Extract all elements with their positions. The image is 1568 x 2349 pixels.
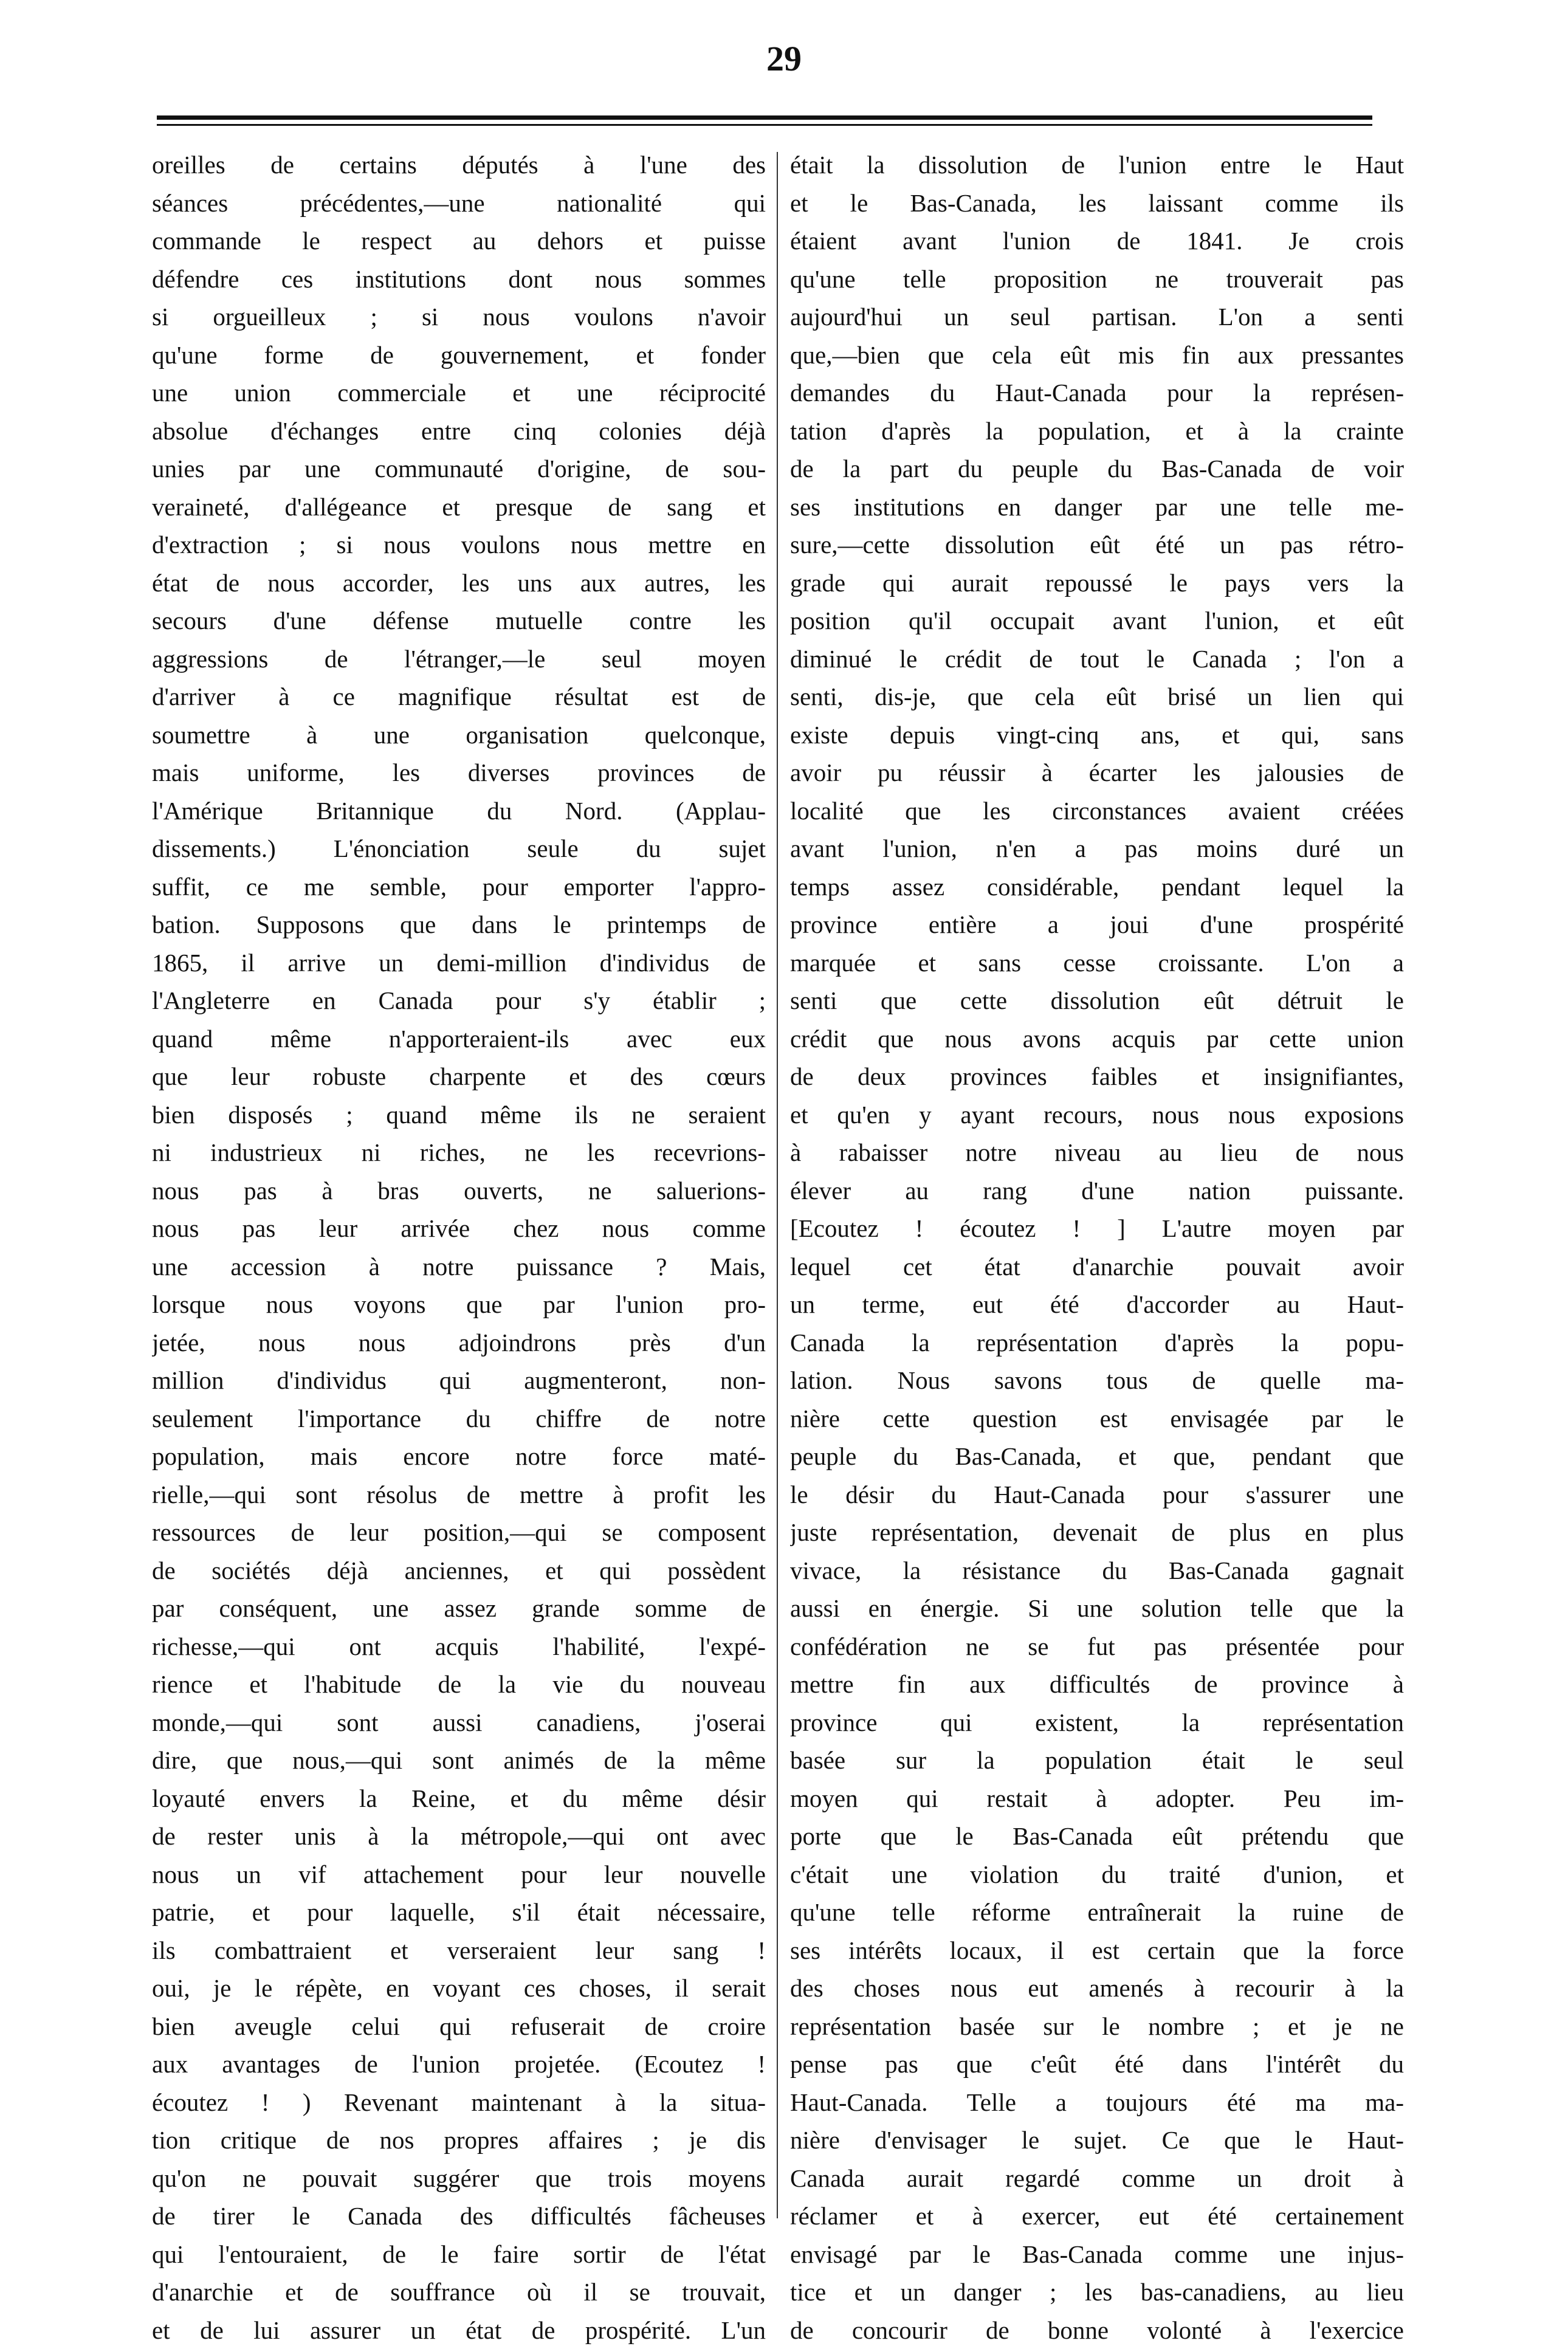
text-line: représentation basée sur le nombre ; et je ne: [790, 2007, 1404, 2046]
text-line: avoir pu réussir à écarter les jalousies de: [790, 754, 1404, 792]
text-line: demandes du Haut-Canada pour la représen-: [790, 374, 1404, 412]
text-line: [Ecoutez ! écoutez ! ] L'autre moyen par: [790, 1209, 1404, 1248]
text-line: bien aveugle celui qui refuserait de croire: [152, 2007, 766, 2046]
text-line: monde,—qui sont aussi canadiens, j'oserai: [152, 1704, 766, 1742]
text-line: avant l'union, n'en a pas moins duré un: [790, 830, 1404, 868]
text-line: sure,—cette dissolution eût été un pas rétro-: [790, 526, 1404, 564]
text-line: lorsque nous voyons que par l'union pro-: [152, 1285, 766, 1324]
text-line: vivace, la résistance du Bas-Canada gagnait: [790, 1552, 1404, 1590]
text-line: que leur robuste charpente et des cœurs: [152, 1058, 766, 1096]
text-line: porte que le Bas-Canada eût prétendu que: [790, 1817, 1404, 1855]
text-line: qui l'entouraient, de le faire sortir de l'état: [152, 2235, 766, 2274]
text-line: le désir du Haut-Canada pour s'assurer une: [790, 1476, 1404, 1514]
text-line: envisagé par le Bas-Canada comme une injus-: [790, 2235, 1404, 2274]
text-line: de rester unis à la métropole,—qui ont avec: [152, 1817, 766, 1855]
text-line: crédit que nous avons acquis par cette union: [790, 1020, 1404, 1058]
text-line: une union commerciale et une réciprocité: [152, 374, 766, 412]
text-line: de deux provinces faibles et insignifiantes,: [790, 1058, 1404, 1096]
header-rule: [157, 115, 1372, 120]
text-line: élever au rang d'une nation puissante.: [790, 1172, 1404, 1210]
text-line: que,—bien que cela eût mis fin aux pressantes: [790, 336, 1404, 374]
text-line: un terme, eut été d'accorder au Haut-: [790, 1285, 1404, 1324]
text-line: million d'individus qui augmenteront, non-: [152, 1361, 766, 1400]
text-line: c'était une violation du traité d'union, et: [790, 1855, 1404, 1894]
text-line: tion critique de nos propres affaires ; je dis: [152, 2121, 766, 2159]
text-line: une accession à notre puissance ? Mais,: [152, 1248, 766, 1286]
text-line: nière d'envisager le sujet. Ce que le Haut-: [790, 2121, 1404, 2159]
text-line: de concourir de bonne volonté à l'exercice: [790, 2311, 1404, 2349]
text-line: dire, que nous,—qui sont animés de la même: [152, 1741, 766, 1780]
text-line: aux avantages de l'union projetée. (Ecoutez !: [152, 2045, 766, 2083]
text-line: suffit, ce me semble, pour emporter l'appro-: [152, 868, 766, 906]
text-line: nous un vif attachement pour leur nouvelle: [152, 1855, 766, 1894]
text-line: bien disposés ; quand même ils ne seraient: [152, 1096, 766, 1134]
text-line: unies par une communauté d'origine, de sou-: [152, 450, 766, 488]
text-line: aggressions de l'étranger,—le seul moyen: [152, 640, 766, 678]
text-line: province entière a joui d'une prospérité: [790, 906, 1404, 944]
text-line: si orgueilleux ; si nous voulons n'avoir: [152, 298, 766, 336]
text-line: localité que les circonstances avaient créées: [790, 792, 1404, 830]
column-divider: [777, 152, 778, 2218]
text-line: nous pas à bras ouverts, ne saluerions-: [152, 1172, 766, 1210]
text-line: soumettre à une organisation quelconque,: [152, 716, 766, 754]
text-line: ils combattraient et verseraient leur sang !: [152, 1931, 766, 1970]
text-line: d'anarchie et de souffrance où il se trouvait,: [152, 2273, 766, 2311]
text-line: des choses nous eut amenés à recourir à la: [790, 1969, 1404, 2007]
text-line: Canada la représentation d'après la popu-: [790, 1324, 1404, 1362]
right-column: [790, 146, 1404, 2349]
text-line: peuple du Bas-Canada, et que, pendant que: [790, 1437, 1404, 1476]
text-line: d'arriver à ce magnifique résultat est de: [152, 678, 766, 716]
text-line: pense pas que c'eût été dans l'intérêt du: [790, 2045, 1404, 2083]
text-line: ni industrieux ni riches, ne les recevrions-: [152, 1133, 766, 1172]
text-line: aussi en énergie. Si une solution telle que la: [790, 1589, 1404, 1628]
text-line: dissements.) L'énonciation seule du sujet: [152, 830, 766, 868]
text-line: patrie, et pour laquelle, s'il était nécessaire,: [152, 1893, 766, 1931]
text-line: et le Bas-Canada, les laissant comme ils: [790, 184, 1404, 222]
text-line: l'Amérique Britannique du Nord. (Applau-: [152, 792, 766, 830]
text-line: lation. Nous savons tous de quelle ma-: [790, 1361, 1404, 1400]
text-line: marquée et sans cesse croissante. L'on a: [790, 944, 1404, 982]
text-line: temps assez considérable, pendant lequel la: [790, 868, 1404, 906]
text-line: existe depuis vingt-cinq ans, et qui, sans: [790, 716, 1404, 754]
text-line: et de lui assurer un état de prospérité. L'un: [152, 2311, 766, 2349]
text-line: moyen qui restait à adopter. Peu im-: [790, 1780, 1404, 1818]
text-line: tice et un danger ; les bas-canadiens, au lieu: [790, 2273, 1404, 2311]
text-line: veraineté, d'allégeance et presque de sang et: [152, 488, 766, 526]
text-line: qu'une telle proposition ne trouverait pas: [790, 260, 1404, 298]
text-line: commande le respect au dehors et puisse: [152, 222, 766, 260]
text-line: d'extraction ; si nous voulons nous mettre en: [152, 526, 766, 564]
text-line: nière cette question est envisagée par le: [790, 1400, 1404, 1438]
text-line: population, mais encore notre force maté-: [152, 1437, 766, 1476]
text-line: oreilles de certains députés à l'une des: [152, 146, 766, 184]
text-line: ses institutions en danger par une telle me-: [790, 488, 1404, 526]
text-line: richesse,—qui ont acquis l'habilité, l'expé-: [152, 1628, 766, 1666]
text-line: aujourd'hui un seul partisan. L'on a senti: [790, 298, 1404, 336]
text-line: 1865, il arrive un demi-million d'individus de: [152, 944, 766, 982]
text-line: et qu'en y ayant recours, nous nous exposions: [790, 1096, 1404, 1134]
text-line: de tirer le Canada des difficultés fâcheuses: [152, 2197, 766, 2235]
text-line: juste représentation, devenait de plus en plus: [790, 1513, 1404, 1552]
text-line: état de nous accorder, les uns aux autres, les: [152, 564, 766, 602]
text-line: bation. Supposons que dans le printemps de: [152, 906, 766, 944]
text-line: diminué le crédit de tout le Canada ; l'on a: [790, 640, 1404, 678]
text-line: lequel cet état d'anarchie pouvait avoir: [790, 1248, 1404, 1286]
text-line: jetée, nous nous adjoindrons près d'un: [152, 1324, 766, 1362]
text-line: qu'une telle réforme entraînerait la ruine de: [790, 1893, 1404, 1931]
text-line: l'Angleterre en Canada pour s'y établir ;: [152, 982, 766, 1020]
left-column: [152, 146, 766, 2349]
text-line: rience et l'habitude de la vie du nouveau: [152, 1665, 766, 1704]
text-line: qu'une forme de gouvernement, et fonder: [152, 336, 766, 374]
text-line: Canada aurait regardé comme un droit à: [790, 2159, 1404, 2198]
text-line: qu'on ne pouvait suggérer que trois moyens: [152, 2159, 766, 2198]
text-line: basée sur la population était le seul: [790, 1741, 1404, 1780]
text-line: quand même n'apporteraient-ils avec eux: [152, 1020, 766, 1058]
text-line: à rabaisser notre niveau au lieu de nous: [790, 1133, 1404, 1172]
text-line: confédération ne se fut pas présentée pour: [790, 1628, 1404, 1666]
text-line: loyauté envers la Reine, et du même désir: [152, 1780, 766, 1818]
text-line: était la dissolution de l'union entre le Haut: [790, 146, 1404, 184]
text-line: grade qui aurait repoussé le pays vers la: [790, 564, 1404, 602]
text-line: senti, dis-je, que cela eût brisé un lien qui: [790, 678, 1404, 716]
text-line: par conséquent, une assez grande somme de: [152, 1589, 766, 1628]
text-line: seulement l'importance du chiffre de notre: [152, 1400, 766, 1438]
text-line: de la part du peuple du Bas-Canada de voir: [790, 450, 1404, 488]
text-line: tation d'après la population, et à la crainte: [790, 412, 1404, 450]
text-line: étaient avant l'union de 1841. Je crois: [790, 222, 1404, 260]
text-line: senti que cette dissolution eût détruit le: [790, 982, 1404, 1020]
text-line: de sociétés déjà anciennes, et qui possèdent: [152, 1552, 766, 1590]
text-line: mais uniforme, les diverses provinces de: [152, 754, 766, 792]
text-line: séances précédentes,—une nationalité qui: [152, 184, 766, 222]
text-line: Haut-Canada. Telle a toujours été ma ma-: [790, 2083, 1404, 2122]
text-line: province qui existent, la représentation: [790, 1704, 1404, 1742]
text-line: nous pas leur arrivée chez nous comme: [152, 1209, 766, 1248]
text-line: réclamer et à exercer, eut été certainement: [790, 2197, 1404, 2235]
text-line: ses intérêts locaux, il est certain que la force: [790, 1931, 1404, 1970]
text-line: défendre ces institutions dont nous sommes: [152, 260, 766, 298]
text-line: secours d'une défense mutuelle contre les: [152, 602, 766, 640]
text-line: mettre fin aux difficultés de province à: [790, 1665, 1404, 1704]
text-line: absolue d'échanges entre cinq colonies déjà: [152, 412, 766, 450]
text-line: oui, je le répète, en voyant ces choses, il serait: [152, 1969, 766, 2007]
text-line: position qu'il occupait avant l'union, et eût: [790, 602, 1404, 640]
text-line: rielle,—qui sont résolus de mettre à profit les: [152, 1476, 766, 1514]
page-number: 29: [0, 38, 1568, 80]
header-rule-thin: [157, 124, 1372, 126]
text-line: ressources de leur position,—qui se composent: [152, 1513, 766, 1552]
text-line: écoutez ! ) Revenant maintenant à la situa-: [152, 2083, 766, 2122]
